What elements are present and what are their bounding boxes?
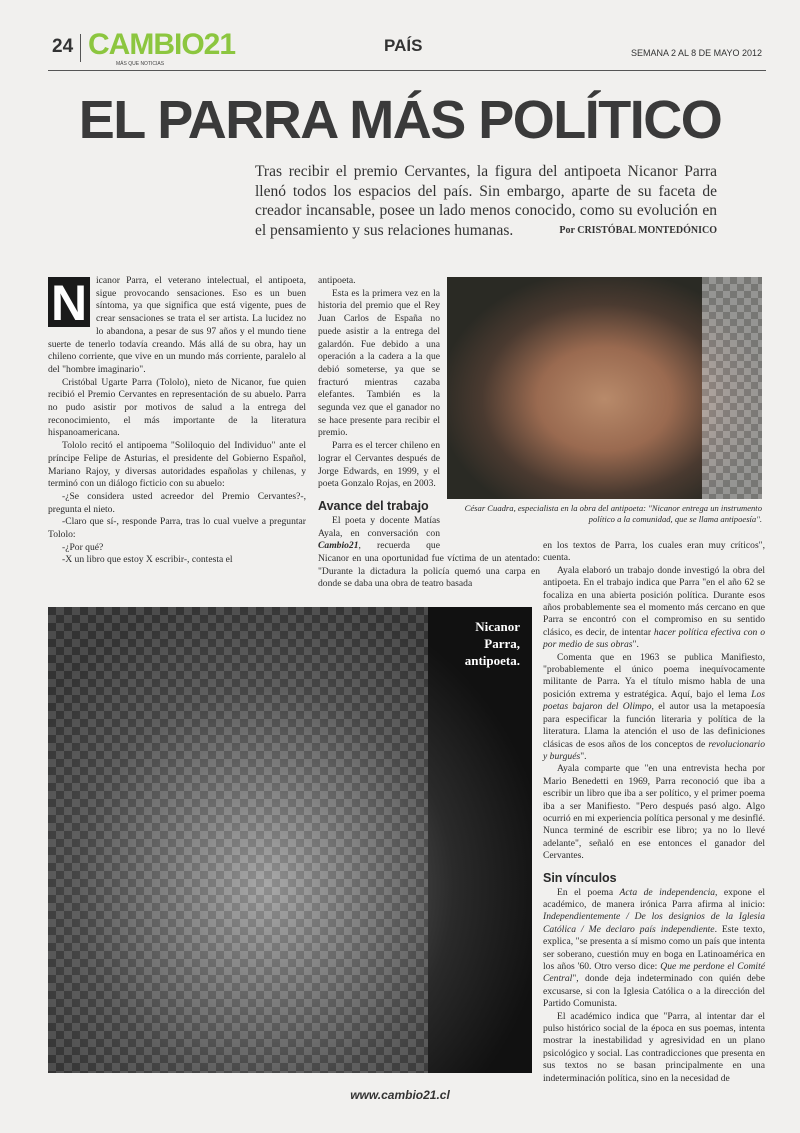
issue-date: SEMANA 2 AL 8 DE MAYO 2012 <box>630 48 762 58</box>
text: . Este texto, explica, "se presenta a sí mismo como un país que intenta ser soberano, cuestión muy en boga en Latinoamérica en los años '60. Otro verso dice: <box>543 923 765 972</box>
deck <box>255 162 717 240</box>
quote: Los poetas bajaron del Olimpo <box>543 688 765 713</box>
text: Comenta que en 1963 se publica Manifiesto, "probablemente el único poema inequívocamente militante de Parra. Ya el título mismo habla de una posición extrema y estratégica. Aquí, bajo el lema <box>543 651 765 700</box>
paragraph: Parra es el tercer chileno en lograr el Cervantes después de Jorge Edwards, en 1999, y el poeta Gonzalo Rojas, en 2003. <box>318 440 440 490</box>
page-number: 24 <box>52 36 74 57</box>
logo: CAMBIO21 <box>88 28 236 61</box>
caption-line: Nicanor <box>475 619 520 634</box>
paragraph <box>543 652 765 764</box>
photo-caption-overlay <box>420 618 520 669</box>
paragraph <box>543 565 765 652</box>
text: , el autor usa la metapoesía para especificar la función literaria y política de la literatura. Llama la atención el uso de las definiciones clásicas de esos años de los conceptos de <box>543 701 765 750</box>
quote: Que me perdone el Comité Central <box>543 961 766 985</box>
caption-line: antipoeta. <box>464 653 520 668</box>
paragraph: Cristóbal Ugarte Parra (Tololo), nieto de Nicanor, fue quien recibió el Premio Cervantes en representación de su abuelo. Parra no pudo asistir por motivos de salud a la entrega del reconocimiento, el más importante de la literatura hispanoamericana. <box>48 376 306 439</box>
paragraph: -¿Por qué? <box>62 541 104 553</box>
paragraph <box>543 887 765 1011</box>
brand-name: Cambio21 <box>318 540 359 552</box>
quote: Independientemente / De los designios de la Iglesia Católica / Me declaro país independiente <box>543 911 765 935</box>
paragraph: en los textos de Parra, los cuales eran muy críticos", cuenta. <box>543 540 765 564</box>
byline: Por CRISTÓBAL MONTEDÓNICO <box>559 224 717 236</box>
text: , recuerda que Nicanor en una oportunidad fue víctima de un atentado: "Durante la dictadura la policía quemó una carpa en donde se daba una obra de teatro basada <box>318 540 540 590</box>
column-3 <box>543 540 765 1085</box>
text: En el poema <box>557 886 620 898</box>
column-1 <box>48 275 306 567</box>
subheading: Avance del trabajo <box>318 498 429 513</box>
deck-text: Tras recibir el premio Cervantes, la figura del antipoeta Nicanor Parra llenó todos los espacios del país. Sin embargo, aparte de su faceta de creador incansable, posee un lado menos conocido, como su evolución en el pensamiento y sus relaciones humanas. <box>255 163 717 239</box>
paragraph: antipoeta. <box>318 275 356 286</box>
header-rule <box>48 70 766 71</box>
subheading: Sin vínculos <box>543 870 617 885</box>
drop-cap: N <box>48 277 90 327</box>
divider <box>80 34 81 62</box>
quote: revolucionario y burgués <box>543 738 765 762</box>
text: ", donde deja indeterminado con quién debe excusarse, si con la Iglesia Católica o a la dirección del Partido Comunista. <box>543 973 765 1010</box>
paragraph: -Claro que sí-, responde Parra, tras lo cual vuelve a preguntar Tololo: <box>48 516 306 541</box>
photo-caption: César Cuadra, especialista en la obra del antipoeta: "Nicanor entrega un instrumento político a la comunidad, que se llama antipoesía". <box>464 503 762 524</box>
text: , expone el académico, de manera irónica Parra afirma al inicio: <box>543 886 765 910</box>
paragraph: Esta es la primera vez en la historia del premio que el Rey Juan Carlos de España no puede asistir a la entrega del galardón. Fue debido a una operación a la cadera a la que debió someterse, ya que se fracturó mientras cazaba elefantes. También es la segunda vez que el ganador no se hace presente para recibir el premio. <box>318 287 440 439</box>
text: El poeta y docente Matías Ayala, en conversación con <box>318 514 440 539</box>
text: Ayala elaboró un trabajo donde investigó la obra del antipoeta. En el trabajo indica que Parra "en el año 62 se focaliza en una abierta posición política. Durante esos años probablemente sea el momento más cercano en que Parra se encontró con el compromiso en su sentido clásico, es decir, de intentar <box>543 564 765 638</box>
photo-cesar-cuadra <box>447 277 762 499</box>
caption-line: Parra, <box>484 636 520 651</box>
section-label: PAÍS <box>384 36 423 55</box>
paragraph: icanor Parra, el veterano intelectual, el antipoeta, sigue provocando sensaciones. Eso es un buen síntoma, ya que significa que está vigente, pues de crear sensaciones se trata el ser artista. La lucidez no lo abandona, a pesar de sus 97 años y el mundo tiene suerte de tenerlo todavía creando. Más allá de su obra, hay un chileno corriente, que vive en un mundo más corriente, paralelo al del "hombre imaginario". <box>48 275 306 375</box>
photo-nicanor-parra <box>48 607 532 1073</box>
text: ". <box>580 750 587 762</box>
quote: Acta de independencia <box>619 886 716 898</box>
footer-url[interactable]: www.cambio21.cl <box>350 1088 450 1102</box>
paragraph: Tololo recitó el antipoema "Soliloquio del Individuo" ante el príncipe Felipe de Asturias, el presidente del Gobierno Español, Mariano Rajoy, y diversas autoridades españolas y chilenas, y terminó con un diálogo ficticio con su abuelo: <box>48 440 306 490</box>
logo-tagline: MÁS QUE NOTICIAS <box>116 61 165 67</box>
paragraph: El académico indica que "Parra, al intentar dar el pulso histórico social de la época en sus poemas, intenta mostrar la inestabilidad y agresividad en un plano psicológico y social. Las contradicciones que presenta en sus textos no se basan principalmente en una indeterminación política, sino en la necesidad de <box>543 1010 765 1084</box>
text: ". <box>632 639 639 651</box>
paragraph: -X un libro que estoy X escribir-, contesta el <box>62 554 233 566</box>
quote: hacer política efectiva con o por medio de sus obras <box>543 626 765 651</box>
paragraph: -¿Se considera usted acreedor del Premio Cervantes?-, pregunta el nieto. <box>48 490 306 515</box>
paragraph: Ayala comparte que "en una entrevista hecha por Mario Benedetti en 1969, Parra reconoció que iba a escribir un libro que iba a ser político, y el primer poema iba a ser Manifiesto. "Pero después pasó algo. Algo ocurrió en mi experiencia política personal y me desinflé. Nunca terminé de escribir ese libro; ya no lo llevé adelante", señaló en ese entonces el ganador del Cervantes. <box>543 763 765 862</box>
headline: EL PARRA MÁS POLÍTICO <box>78 90 722 150</box>
